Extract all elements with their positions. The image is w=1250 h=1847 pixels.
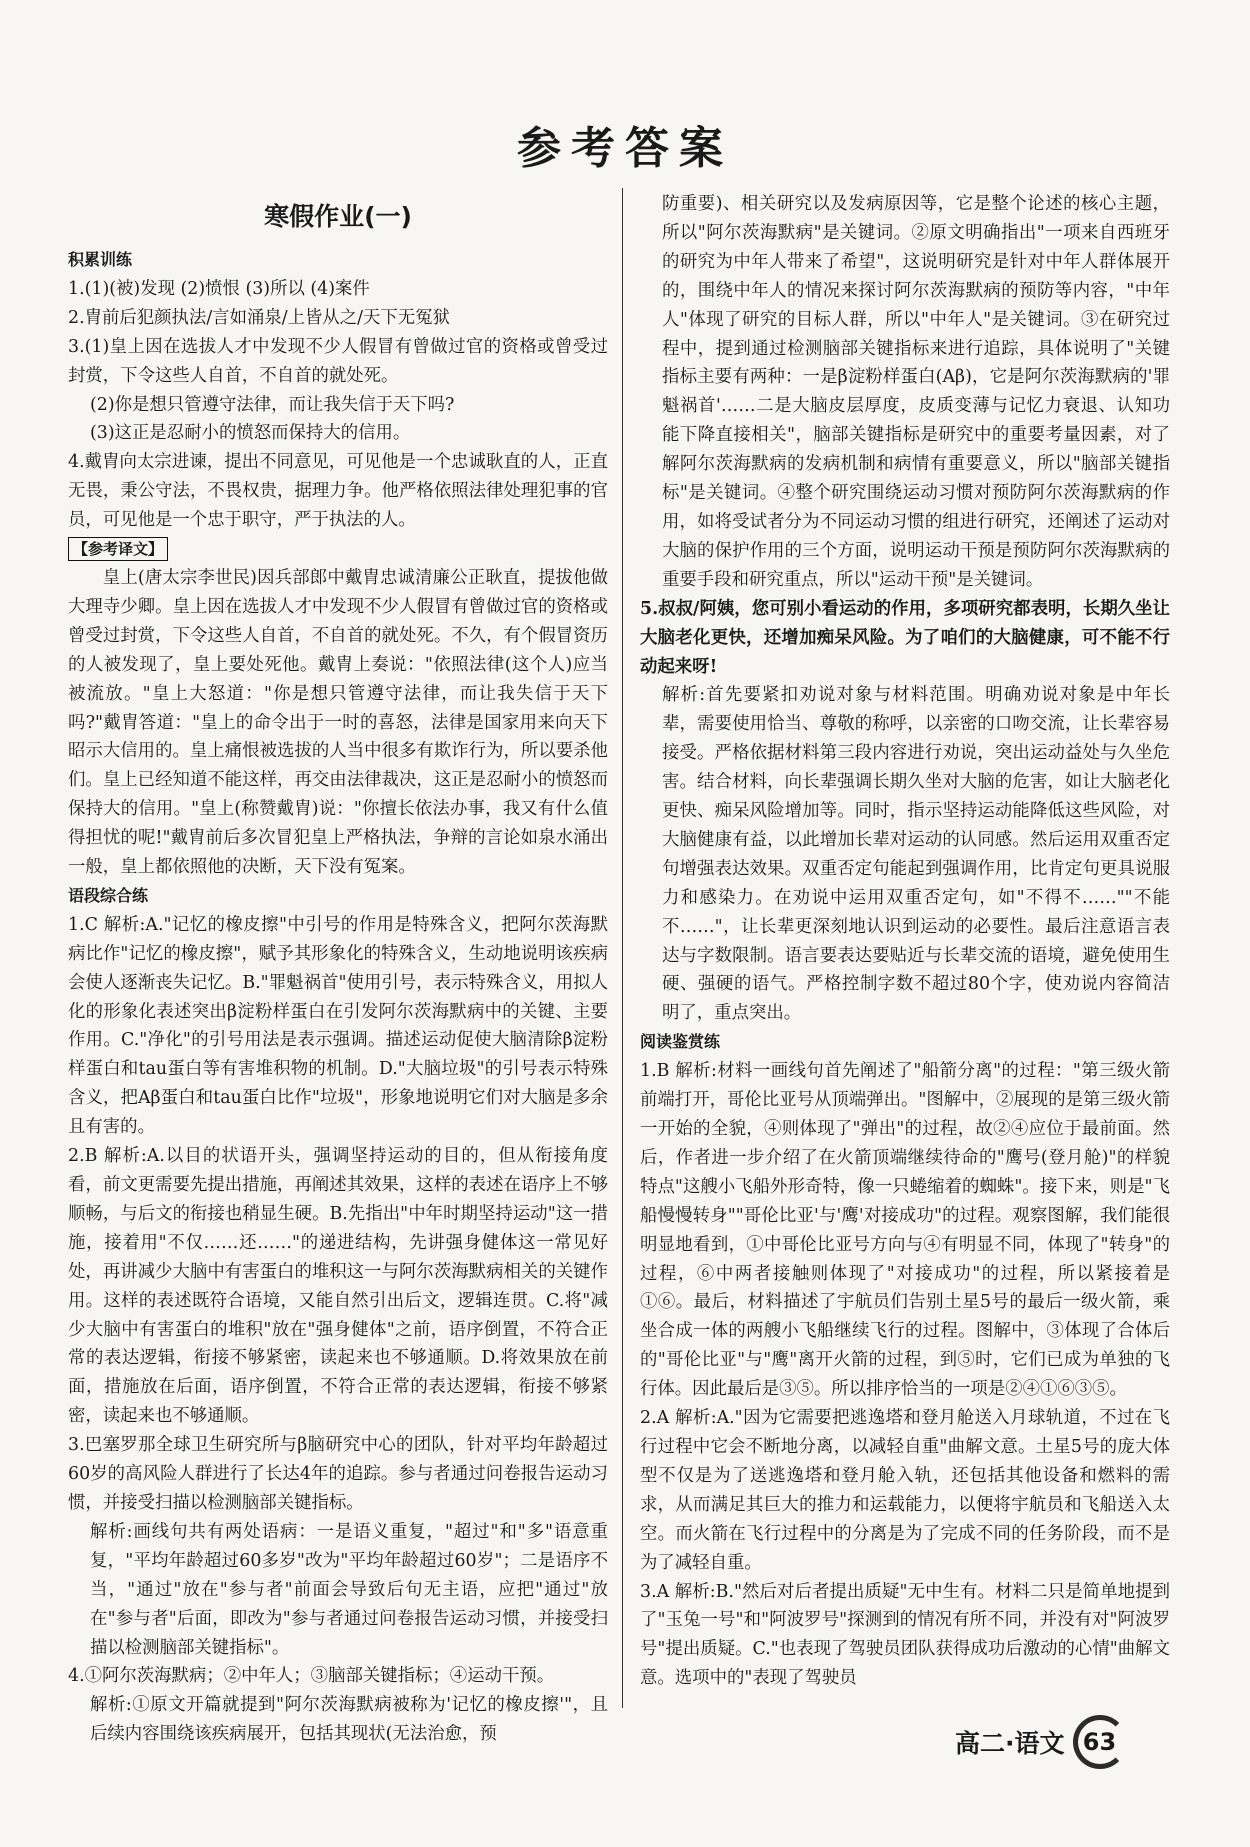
paragraph-answer-5: 5.叔叔/阿姨，您可别小看运动的作用，多项研究都表明，长期久坐让大脑老化更快，还增加痴呆风险。为了咱们的大脑健康，可不能不行动起来呀!	[640, 598, 1170, 677]
answer-2: 2.胄前后犯颜执法/言如涌泉/上皆从之/天下无冤狱	[68, 307, 450, 328]
section-heading-paragraph: 语段综合练	[68, 885, 149, 905]
answer-3-part2: (2)你是想只管遵守法律，而让我失信于天下吗?	[90, 394, 455, 415]
section-heading-accumulation: 积累训练	[68, 250, 133, 269]
column-divider	[622, 188, 623, 1708]
grade-subject-label: 高二·语文	[955, 1729, 1065, 1758]
translation-text: 皇上(唐太宗李世民)因兵部郎中戴胄忠诚清廉公正耿直，提拔他做大理寺少卿。皇上因在选拔人才中发现不少人假冒有曾做过官的资格或曾受过封赏，下令这些人自首，不自首的就处死。不久，有个假冒资历的人被发现了，皇上要处死他。戴胄上奏说："依照法律(这个人)应当被流放。"皇上大怒道："你是想只管遵守法律，而让我失信于天下吗?"戴胄答道："皇上的命令出于一时的喜怒，法律是国家用来向天下昭示大信用的。皇上痛恨被选拔的人当中很多有欺诈行为，所以要杀他们。皇上已经知道不能这样，再交由法律裁决，这正是忍耐小的愤怒而保持大的信用。"皇上(称赞戴胄)说："你擅长依法办事，我又有什么值得担忧的呢!"戴胄前后多次冒犯皇上严格执法，争辩的言论如泉水涌出一般，皇上都依照他的决断，天下没有冤案。	[68, 567, 608, 878]
answer-1: 1.(1)(被)发现 (2)愤恨 (3)所以 (4)案件	[68, 278, 370, 299]
reading-answer-3: 3.A 解析:B."然后对后者提出质疑"无中生有。材料二只是简单地提到了"玉兔一号"和"阿波罗号"探测到的情况有所不同，并没有对"阿波罗号"提出质疑。C."也表现了驾驶员团队获得成功后激动的心情"曲解文意。选项中的"表现了驾驶员	[640, 1581, 1170, 1689]
page-title: 参考答案	[517, 123, 733, 174]
reading-answer-2: 2.A 解析:A."因为它需要把逃逸塔和登月舱送入月球轨道，不过在飞行过程中它会不断地分离，以减轻自重"曲解文意。土星5号的庞大体型不仅是为了送逃逸塔和登月舱入轨，还包括其他设备和燃料的需求，从而满足其巨大的推力和运载能力，以便将宇航员和飞船送入太空。而火箭在飞行过程中的分离是为了完成不同的任务阶段，而不是为了减轻自重。	[640, 1408, 1170, 1573]
paragraph-answer-5-explanation: 解析:首先要紧扣劝说对象与材料范围。明确劝说对象是中年长辈，需要使用恰当、尊敬的称呼，以亲密的口吻交流，让长辈容易接受。严格依据材料第三段内容进行劝说，突出运动益处与久坐危害。结合材料，向长辈强调长期久坐对大脑的危害，如让大脑老化更快、痴呆风险增加等。同时，指示坚持运动能降低这些风险，对大脑健康有益，以此增加长辈对运动的认同感。然后运用双重否定句增强表达效果。双重否定句能起到强调作用，比肯定句更具说服力和感染力。在劝说中运用双重否定句，如"不得不……""不能不……"，让长辈更深刻地认识到运动的必要性。最后注意语言表达与字数限制。语言要表达要贴近与长辈交流的语境，避免使用生硬、强硬的语气。严格控制字数不超过80个字，使劝说内容简洁明了，重点突出。	[662, 685, 1170, 1024]
paragraph-answer-2: 2.B 解析:A.以目的状语开头，强调坚持运动的目的，但从衔接角度看，前文更需要先提出措施，再阐述其效果，这样的表述在语序上不够顺畅，与后文的衔接也稍显生硬。B.先指出"中年时期坚持运动"这一措施，接着用"不仅……还……"的递进结构，先讲强身健体这一常见好处，再讲减少大脑中有害蛋白的堆积这一与阿尔茨海默病相关的关键作用。这样的表述既符合语境，又能自然引出后文，逻辑连贯。C.将"减少大脑中有害蛋白的堆积"放在"强身健体"之前，语序倒置，不符合正常的表达逻辑，衔接不够紧密，读起来也不够通顺。D.将效果放在前面，措施放在后面，语序倒置，不符合正常的表达逻辑，衔接不够紧密，读起来也不够通顺。	[68, 1146, 608, 1427]
paragraph-answer-3-explanation: 解析:画线句共有两处语病：一是语义重复，"超过"和"多"语意重复，"平均年龄超过60多岁"改为"平均年龄超过60岁"；二是语序不当，"通过"放在"参与者"前面会导致后句无主语，应把"通过"放在"参与者"后面，即改为"参与者通过问卷报告运动习惯，并接受扫描以检测脑部关键指标"。	[90, 1521, 608, 1658]
paragraph-answer-1: 1.C 解析:A."记忆的橡皮擦"中引号的作用是特殊含义，把阿尔茨海默病比作"记忆的橡皮擦"，赋予其形象化的特殊含义，生动地说明该疾病会使人逐渐丧失记忆。B."罪魁祸首"使用引号，表示特殊含义，用拟人化的形象化表述突出β淀粉样蛋白在引发阿尔茨海默病中的关键、主要作用。C."净化"的引号用法是表示强调。描述运动促使大脑清除β淀粉样蛋白和tau蛋白等有害堆积物的机制。D."大脑垃圾"的引号表示特殊含义，把Aβ蛋白和tau蛋白比作"垃圾"，形象地说明它们对大脑是多余且有害的。	[68, 914, 608, 1138]
paragraph-answer-4-explanation: 解析:①原文开篇就提到"阿尔茨海默病被称为'记忆的橡皮擦'"，且后续内容围绕该疾病展开，包括其现状(无法治愈，预	[90, 1695, 608, 1745]
answer-3: 3.(1)皇上因在选拔人才中发现不少人假冒有曾做过官的资格或曾受过封赏，下令这些人自首，不自首的就处死。	[68, 336, 608, 386]
answer-3-part3: (3)这正是忍耐小的愤怒而保持大的信用。	[90, 423, 411, 444]
paragraph-answer-4-continued: 防重要)、相关研究以及发病原因等，它是整个论述的核心主题，所以"阿尔茨海默病"是关键词。②原文明确指出"一项来自西班牙的研究为中年人带来了希望"，这说明研究是针对中年人群体展开的，围绕中年人的情况来探讨阿尔茨海默病的预防等内容，"中年人"体现了研究的目标人群，所以"中年人"是关键词。③在研究过程中，提到通过检测脑部关键指标来进行追踪，具体说明了"关键指标主要有两种：一是β淀粉样蛋白(Aβ)，它是阿尔茨海默病的'罪魁祸首'……二是大脑皮层厚度，皮质变薄与记忆力衰退、认知功能下降直接相关"，脑部关键指标是研究中的重要考量因素，对了解阿尔茨海默病的发病机制和病情有重要意义，所以"脑部关键指标"是关键词。④整个研究围绕运动习惯对预防阿尔茨海默病的作用，如将受试者分为不同运动习惯的组进行研究，还阐述了运动对大脑的保护作用的三个方面，说明运动干预是预防阿尔茨海默病的重要手段和研究重点，所以"运动干预"是关键词。	[662, 194, 1170, 590]
page-number-badge	[1073, 1715, 1127, 1769]
answer-4: 4.戴胄向太宗进谏，提出不同意见，可见他是一个忠诚耿直的人，正直无畏，秉公守法，不畏权贵，据理力争。他严格依照法律处理犯事的官员，可见他是一个忠于职守，严于执法的人。	[68, 452, 608, 531]
page-footer	[955, 1712, 1127, 1772]
section-heading-reading: 阅读鉴赏练	[640, 1032, 721, 1052]
reading-answer-1: 1.B 解析:材料一画线句首先阐述了"船箭分离"的过程："第三级火箭前端打开，哥伦比亚号从顶端弹出。"图解中，②展现的是第三级火箭一开始的全貌，④则体现了"弹出"的过程，故②④应位于最前面。然后，作者进一步介绍了在火箭顶端继续待命的"鹰号(登月舱)"的样貌特点"这艘小飞船外形奇特，像一只蜷缩着的蜘蛛"。接下来，则是"飞船慢慢转身""哥伦比亚'与'鹰'对接成功"的过程。观察图解，我们能很明显地看到，①中哥伦比亚号方向与④有明显不同，体现了"转身"的过程，⑥中两者接触则体现了"对接成功"的过程，所以紧接着是①⑥。最后，材料描述了宇航员们告别土星5号的最后一级火箭，乘坐合成一体的两艘小飞船继续飞行的过程。图解中，③体现了合体后的"哥伦比亚"与"鹰"离开火箭的过程，到⑤时，它们已成为单独的飞行体。因此最后是③⑤。所以排序恰当的一项是②④①⑥③⑤。	[640, 1061, 1170, 1400]
translation-tag: 【参考译文】	[68, 537, 168, 561]
paragraph-answer-4: 4.①阿尔茨海默病；②中年人；③脑部关键指标；④运动干预。	[68, 1666, 555, 1687]
left-column	[68, 190, 608, 1749]
section-title: 寒假作业(一)	[264, 202, 412, 231]
paragraph-answer-3: 3.巴塞罗那全球卫生研究所与β脑研究中心的团队，针对平均年龄超过60岁的高风险人群进行了长达4年的追踪。参与者通过问卷报告运动习惯，并接受扫描以检测脑部关键指标。	[68, 1435, 608, 1513]
page-number: 63	[1082, 1728, 1117, 1756]
right-column	[640, 190, 1170, 1693]
